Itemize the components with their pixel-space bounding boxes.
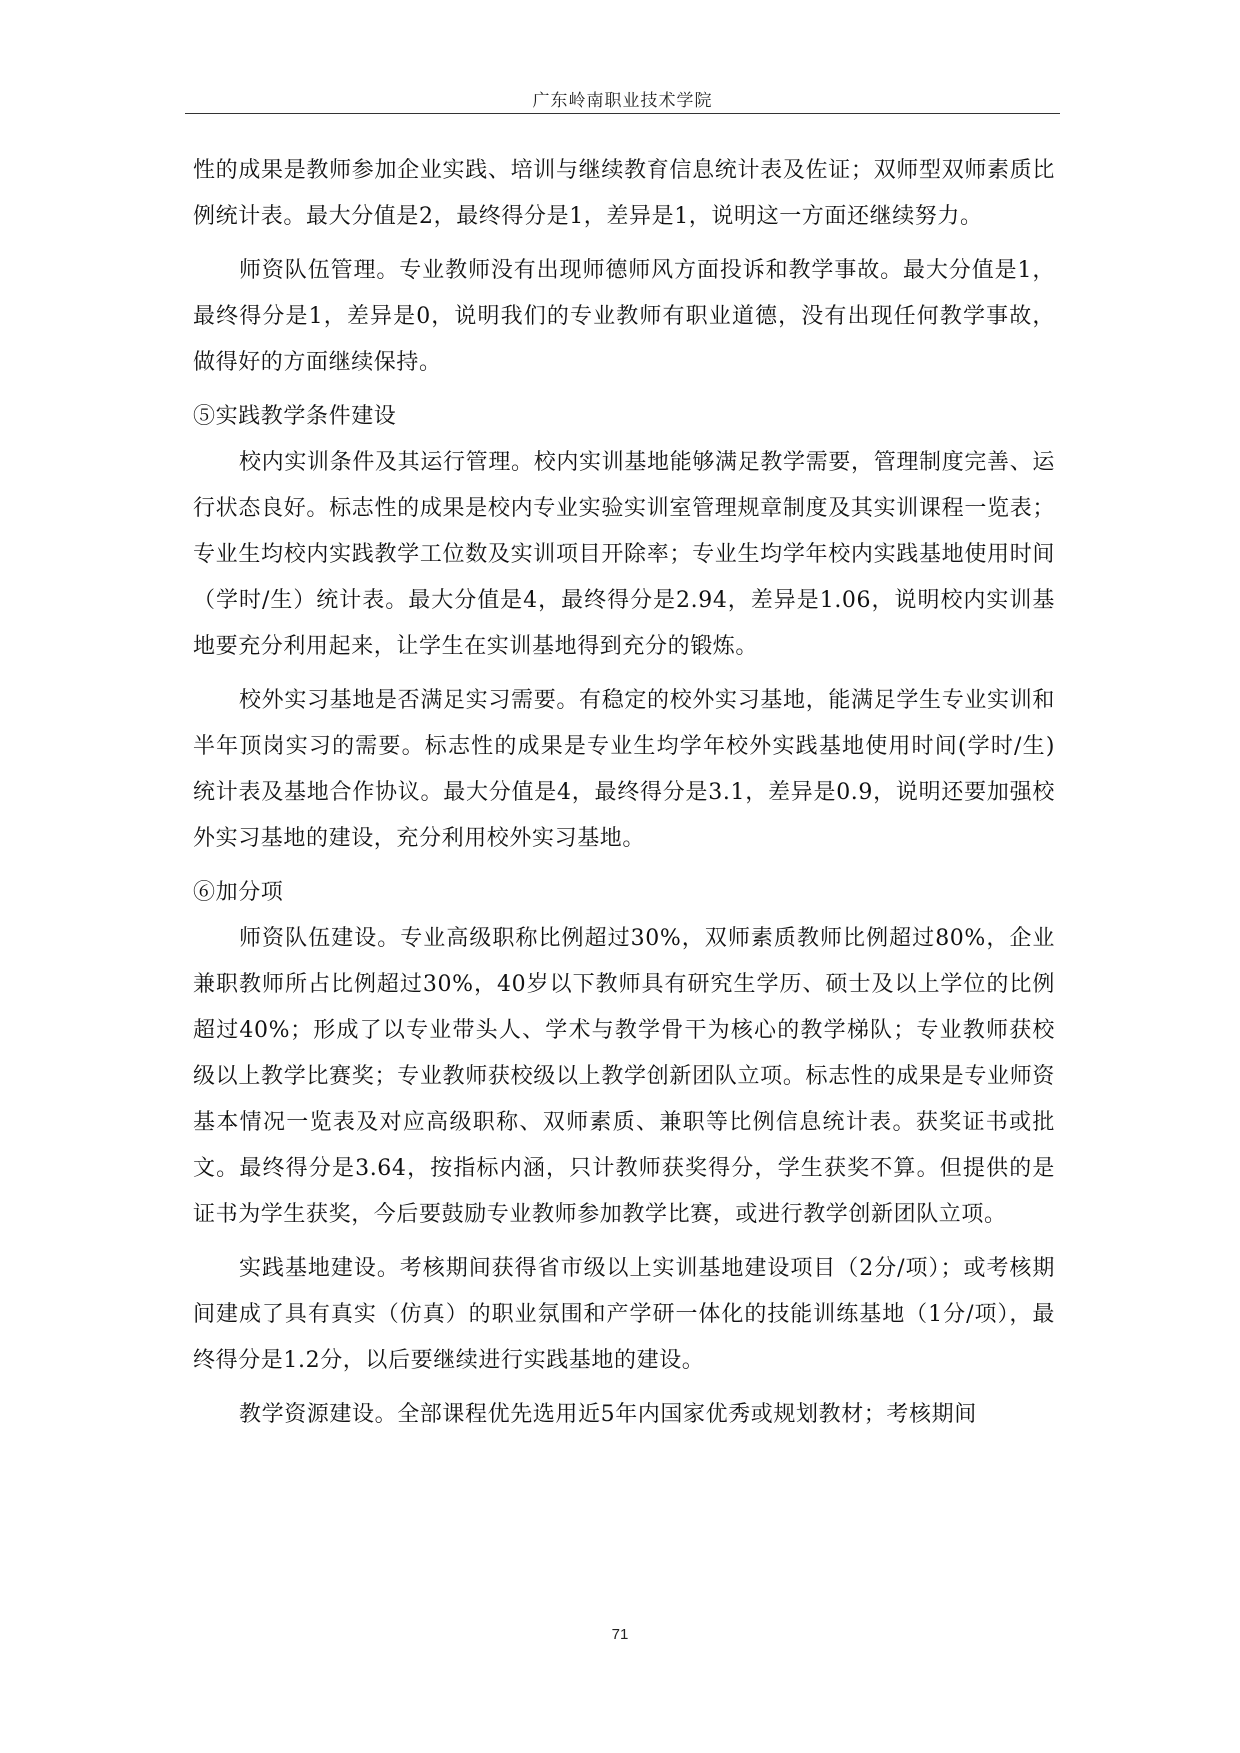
header-divider (185, 113, 1060, 114)
page-header-title: 广东岭南职业技术学院 (532, 91, 713, 111)
page-number: 71 (611, 1626, 629, 1643)
section-heading-practice-conditions: ⑤实践教学条件建设 (193, 404, 397, 429)
paragraph-faculty-building: 师资队伍建设。专业高级职称比例超过30%，双师素质教师比例超过80%，企业兼职教师所占比例超过30%，40岁以下教师具有研究生学历、硕士及以上学位的比例超过40%；形成了以专业带头人、学术与教学骨干为核心的教学梯队；专业教师获校级以上教学比赛奖；专业教师获校级以上教学创新团队立项。标志性的成果是专业师资基本情况一览表及对应高级职称、双师素质、兼职等比例信息统计表。获奖证书或批文。最终得分是3.64，按指标内涵，只计教师获奖得分，学生获奖不算。但提供的是证书为学生获奖，今后要鼓励专业教师参加教学比赛，或进行教学创新团队立项。 (193, 926, 1055, 1227)
document-body (193, 148, 1055, 1446)
section-heading-bonus-items: ⑥加分项 (193, 880, 284, 905)
paragraph-on-campus-training: 校内实训条件及其运行管理。校内实训基地能够满足教学需要，管理制度完善、运行状态良好。标志性的成果是校内专业实验实训室管理规章制度及其实训课程一览表；专业生均校内实践教学工位数及实训项目开除率；专业生均学年校内实践基地使用时间（学时/生）统计表。最大分值是4，最终得分是2.94，差异是1.06，说明校内实训基地要充分利用起来，让学生在实训基地得到充分的锻炼。 (193, 450, 1055, 659)
paragraph-off-campus-internship: 校外实习基地是否满足实习需要。有稳定的校外实习基地，能满足学生专业实训和半年顶岗实习的需要。标志性的成果是专业生均学年校外实践基地使用时间(学时/生)统计表及基地合作协议。最大分值是4，最终得分是3.1，差异是0.9，说明还要加强校外实习基地的建设，充分利用校外实习基地。 (193, 688, 1055, 851)
paragraph-teaching-resources: 教学资源建设。全部课程优先选用近5年内国家优秀或规划教材；考核期间 (239, 1402, 977, 1427)
paragraph-practice-base-building: 实践基地建设。考核期间获得省市级以上实训基地建设项目（2分/项）；或考核期间建成了具有真实（仿真）的职业氛围和产学研一体化的技能训练基地（1分/项），最终得分是1.2分，以后要继续进行实践基地的建设。 (193, 1256, 1055, 1373)
paragraph-faculty-management: 师资队伍管理。专业教师没有出现师德师风方面投诉和教学事故。最大分值是1，最终得分是1，差异是0，说明我们的专业教师有职业道德，没有出现任何教学事故，做得好的方面继续保持。 (193, 258, 1055, 375)
paragraph-teacher-practice-continued: 性的成果是教师参加企业实践、培训与继续教育信息统计表及佐证；双师型双师素质比例统计表。最大分值是2，最终得分是1，差异是1，说明这一方面还继续努力。 (193, 158, 1055, 229)
